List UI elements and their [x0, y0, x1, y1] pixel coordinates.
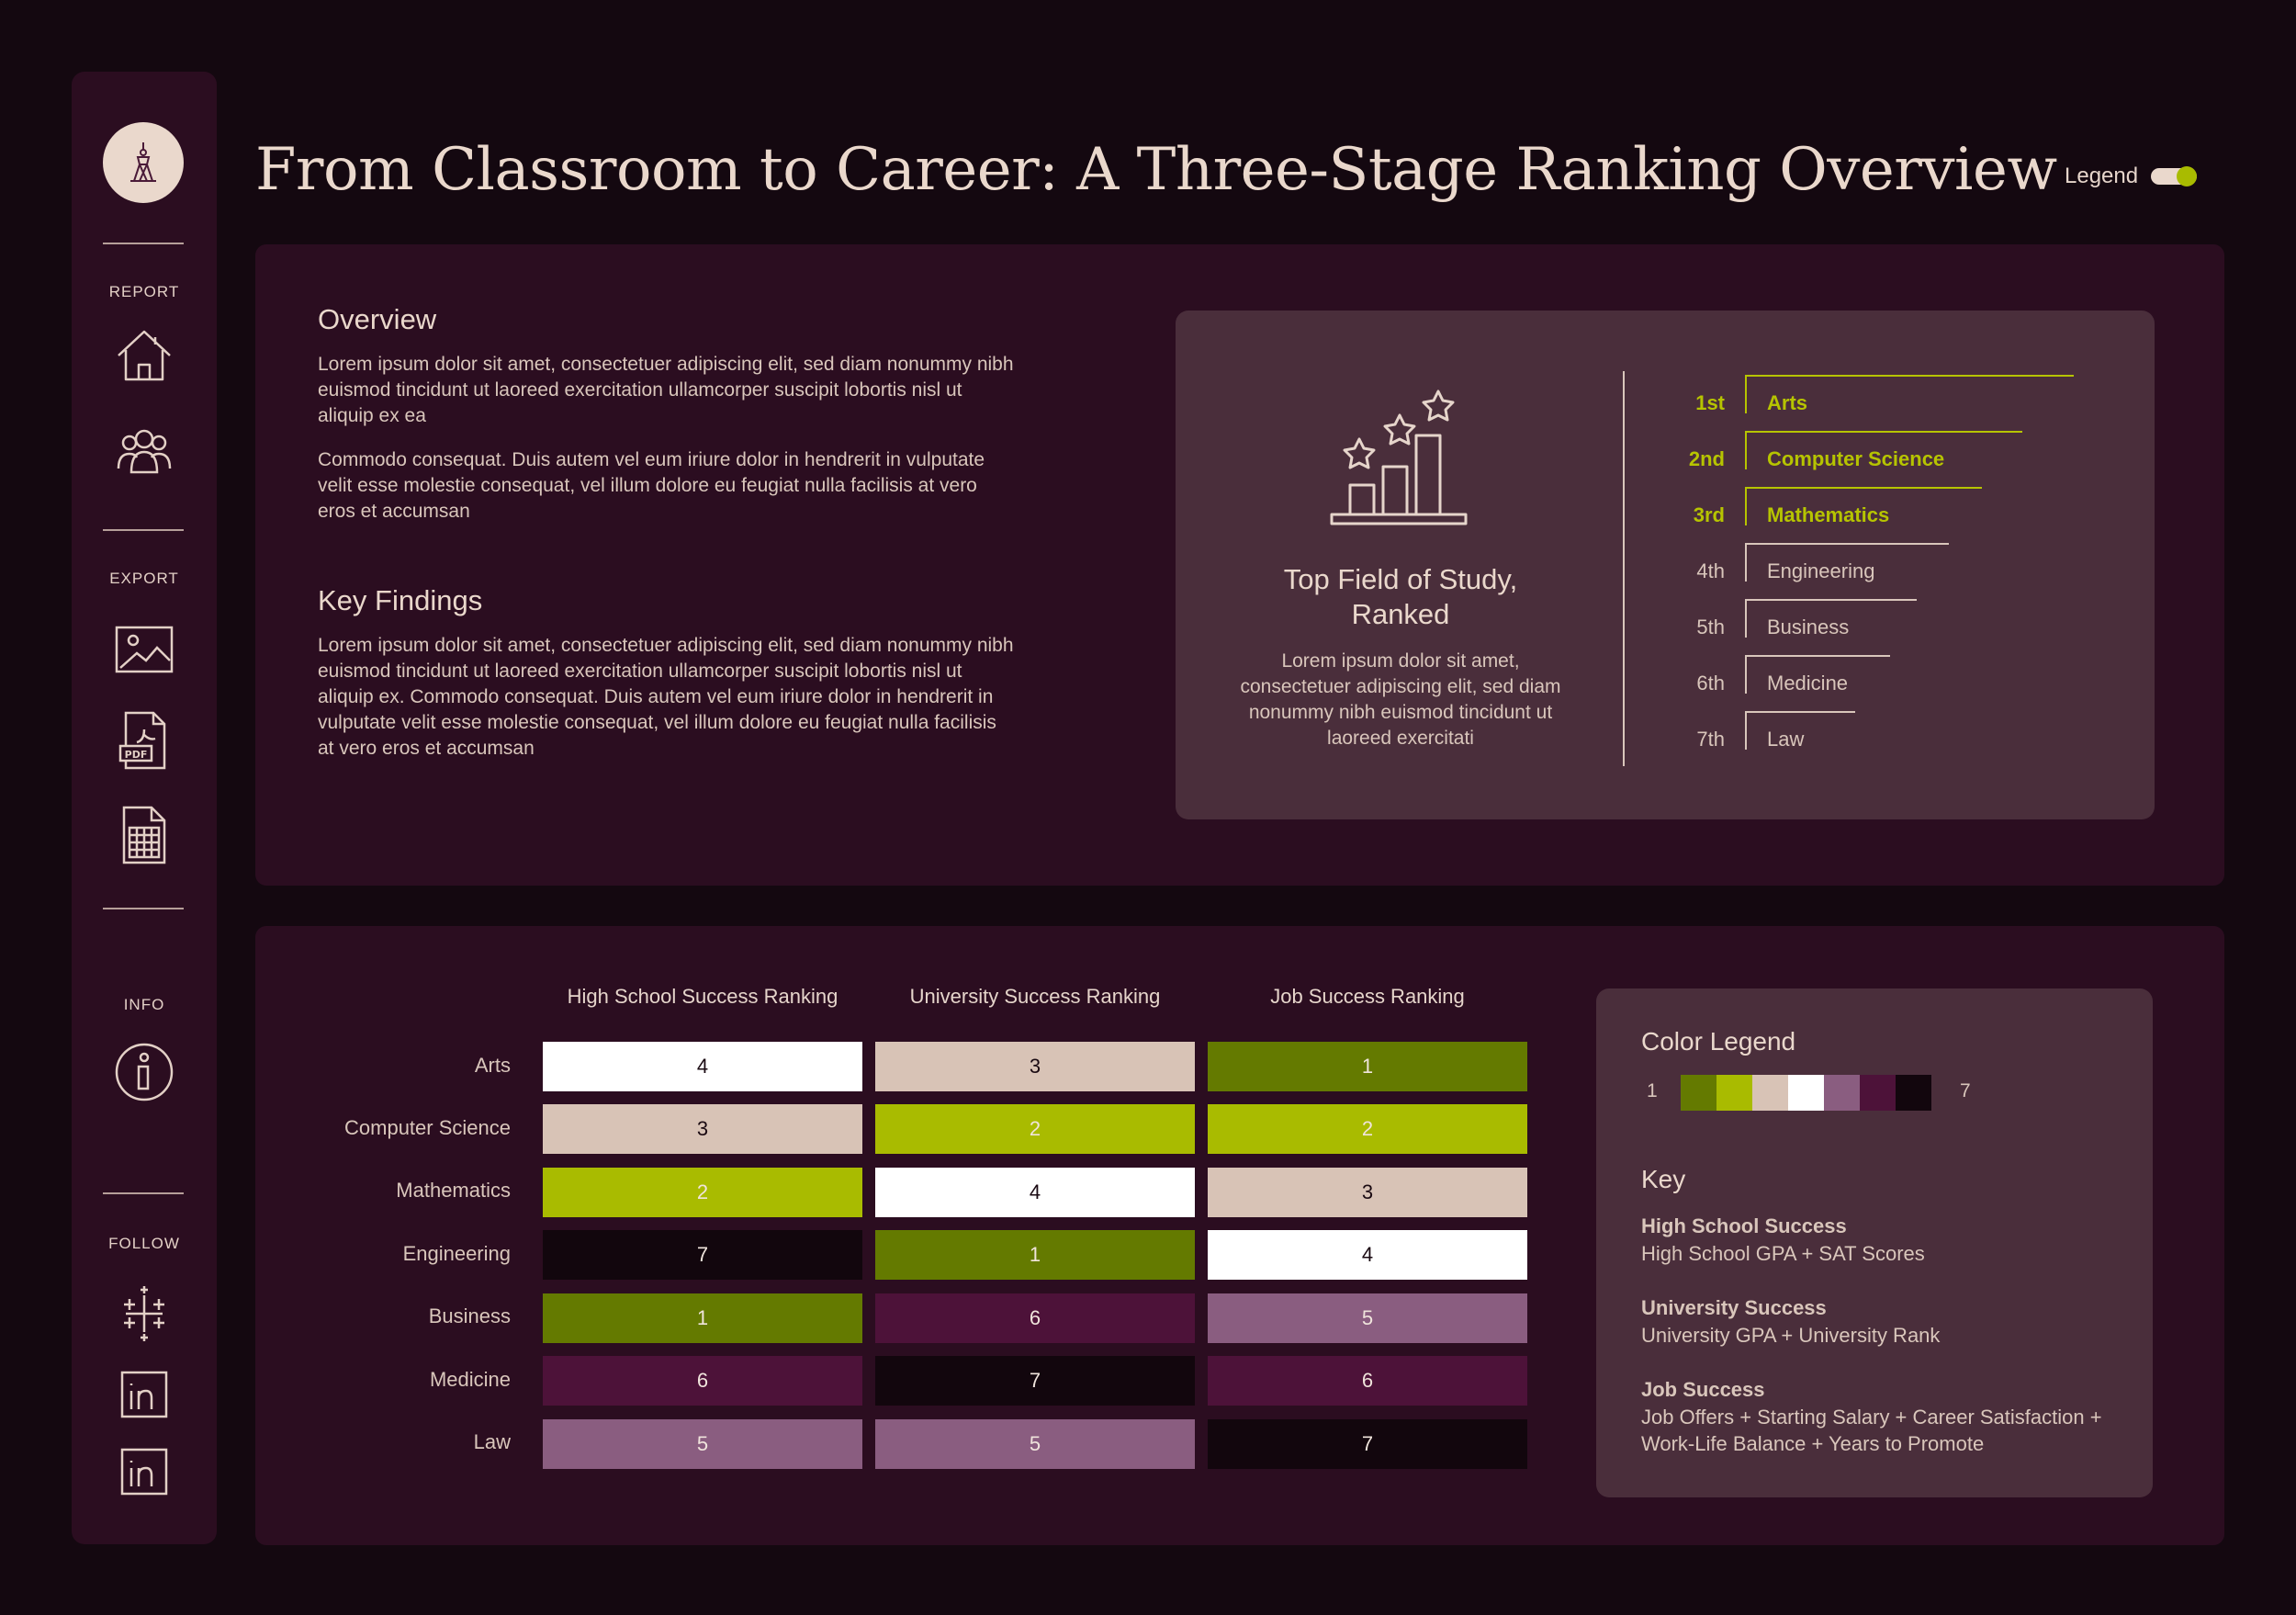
pdf-export-icon[interactable] [113, 709, 175, 772]
heatmap-cell: 2 [543, 1168, 862, 1217]
row-label: Arts [474, 1054, 511, 1077]
color-swatch [1824, 1075, 1860, 1111]
heatmap-cell: 4 [875, 1168, 1195, 1217]
rank-ordinal: 6th [1696, 672, 1725, 695]
heatmap-cell: 1 [1208, 1042, 1527, 1091]
column-header-university: University Success Ranking [909, 985, 1161, 1008]
rank-ordinal: 2nd [1688, 447, 1725, 470]
heatmap-cell: 5 [875, 1419, 1195, 1469]
legend-toggle-label: Legend [2065, 164, 2139, 188]
row-label: Law [473, 1430, 511, 1453]
row-label: Engineering [402, 1242, 511, 1265]
scale-min-label: 1 [1647, 1080, 1658, 1101]
spreadsheet-export-icon[interactable] [113, 804, 175, 866]
image-export-icon[interactable] [113, 618, 175, 681]
heatmap-cell: 7 [1208, 1419, 1527, 1469]
sidebar-section-export: EXPORT [109, 570, 179, 587]
users-icon[interactable] [113, 419, 175, 481]
color-swatch [1896, 1075, 1931, 1111]
rank-name: Arts [1767, 391, 1808, 414]
rank-name: Engineering [1767, 559, 1875, 582]
sidebar-divider [103, 1192, 184, 1194]
heatmap-cell: 5 [1208, 1293, 1527, 1343]
linkedin-icon[interactable] [113, 1440, 175, 1503]
row-label: Computer Science [344, 1116, 511, 1139]
rank-ordinal: 5th [1696, 616, 1725, 638]
key-item-title: Job Success [1641, 1378, 1765, 1401]
heatmap-cell: 7 [875, 1356, 1195, 1406]
key-item-title: High School Success [1641, 1214, 1847, 1237]
sidebar-section-follow: FOLLOW [108, 1235, 180, 1252]
scale-max-label: 7 [1960, 1080, 1971, 1101]
heatmap-cell: 6 [543, 1356, 862, 1406]
heatmap-cell: 6 [1208, 1356, 1527, 1406]
color-swatch [1860, 1075, 1896, 1111]
ranking-chart-icon [1326, 386, 1473, 533]
heatmap-cell: 3 [875, 1042, 1195, 1091]
linkedin-icon[interactable] [113, 1363, 175, 1426]
row-label: Mathematics [396, 1179, 511, 1202]
heatmap-cell: 6 [875, 1293, 1195, 1343]
tower-logo-icon [118, 137, 169, 188]
svg-text:PDF: PDF [124, 749, 148, 761]
rank-ordinal: 4th [1696, 559, 1725, 582]
toggle-switch[interactable] [2151, 168, 2197, 185]
heatmap-cell: 2 [1208, 1104, 1527, 1154]
rank-ordinal: 3rd [1693, 503, 1725, 526]
ranked-card-description: Lorem ipsum dolor sit amet, consectetuer adipiscing elit, sed diam nonummy nibh euismod tincidunt ut laoreed exercitati [1240, 650, 1561, 749]
heatmap-cell: 7 [543, 1230, 862, 1280]
info-icon[interactable] [113, 1041, 175, 1103]
column-header-high-school: High School Success Ranking [567, 985, 838, 1008]
sidebar-divider [103, 529, 184, 531]
key-item-description: High School GPA + SAT Scores [1641, 1242, 1925, 1265]
heatmap-cell: 1 [543, 1293, 862, 1343]
card-divider [1623, 371, 1625, 766]
sidebar-divider [103, 908, 184, 909]
legend-toggle[interactable] [2065, 164, 2197, 189]
tableau-icon[interactable] [113, 1282, 175, 1345]
rank-name: Law [1767, 728, 1805, 751]
column-header-job: Job Success Ranking [1270, 985, 1465, 1008]
heatmap-cell: 5 [543, 1419, 862, 1469]
rank-name: Computer Science [1767, 447, 1945, 470]
heatmap-cell: 3 [543, 1104, 862, 1154]
color-swatch [1716, 1075, 1752, 1111]
key-item-title: University Success [1641, 1296, 1827, 1319]
heatmap-cell: 4 [1208, 1230, 1527, 1280]
row-label: Medicine [429, 1368, 511, 1391]
sidebar-section-report: REPORT [108, 283, 180, 300]
rank-ordinal: 7th [1696, 728, 1725, 751]
key-heading: Key [1641, 1165, 1686, 1193]
heatmap-cell: 4 [543, 1042, 862, 1091]
key-item-description: University GPA + University Rank [1641, 1324, 1941, 1347]
logo[interactable] [103, 122, 184, 203]
color-swatch [1788, 1075, 1824, 1111]
key-findings-heading: Key Findings [318, 584, 483, 616]
rank-name: Medicine [1767, 672, 1849, 695]
sidebar-divider [103, 243, 184, 244]
row-label: Business [428, 1304, 511, 1327]
overview-paragraph-2: Commodo consequat. Duis autem vel eum iriure dolor in hendrerit in vulputate velit esse molestie consequat, vel illum dolore eu feugiat nulla facilisis at vero eros et accumsan [318, 449, 985, 522]
ranked-card-title: Top Field of Study, Ranked [1283, 563, 1518, 630]
overview-heading: Overview [318, 303, 437, 335]
color-swatch [1681, 1075, 1716, 1111]
rank-ordinal: 1st [1695, 391, 1725, 414]
overview-paragraph-1: Lorem ipsum dolor sit amet, consectetuer adipiscing elit, sed diam nonummy nibh euismod tincidunt ut laoreed exercitation ullamcorper suscipit lobortis nisl ut aliquip ex ea [318, 354, 1014, 426]
heatmap-cell: 1 [875, 1230, 1195, 1280]
color-legend-heading: Color Legend [1641, 1027, 1796, 1056]
rank-name: Business [1767, 616, 1850, 638]
key-item-description: Job Offers + Starting Salary + Career Satisfaction + Work-Life Balance + Years to Promote [1641, 1406, 2102, 1455]
sidebar [72, 72, 217, 1544]
color-swatch [1752, 1075, 1788, 1111]
home-icon[interactable] [113, 324, 175, 387]
rank-name: Mathematics [1767, 503, 1890, 526]
page-title: From Classroom to Career: A Three-Stage Ranking Overview [255, 136, 2057, 204]
key-findings-paragraph: Lorem ipsum dolor sit amet, consectetuer adipiscing elit, sed diam nonummy nibh euismod tincidunt ut laoreed exercitation ullamcorper suscipit lobortis nisl ut aliquip ex. Commodo consequat. Duis autem vel eum iriure dolor in hendrerit in vulputate velit esse molestie consequat, vel illum dolore eu feugiat nulla facilisis at vero eros et accumsan [318, 635, 1014, 759]
heatmap-cell: 2 [875, 1104, 1195, 1154]
sidebar-section-info: INFO [123, 996, 165, 1013]
heatmap-cell: 3 [1208, 1168, 1527, 1217]
